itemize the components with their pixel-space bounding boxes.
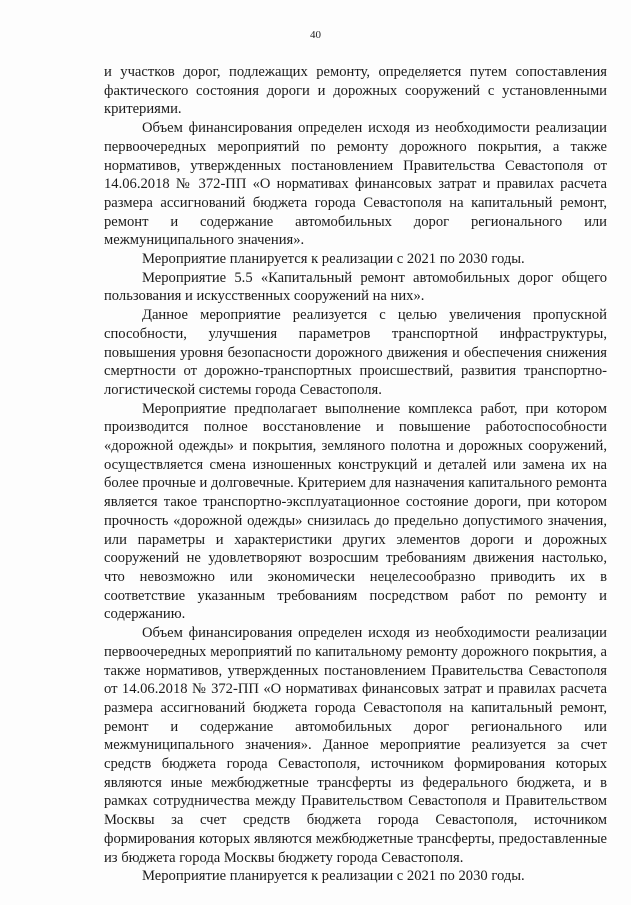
paragraph-6: Мероприятие предполагает выполнение комплекса работ, при котором производится полное восстановление и повышение работоспособности «дорожной одежды» и покрытия, земляного полотна и дорожных сооружений, осуществляется смена изношенных конструкций и деталей или замена их на более прочные и долговечные. Критерием для назначения капитального ремонта является такое транспортно-эксплуатационное состояние дороги, при котором прочность «дорожной одежды» снизилась до предельно допустимого значения, или параметры и характеристики других элементов дороги и дорожных сооружений не удовлетворяют возросшим требованиям движения настолько, что невозможно или экономически нецелесообразно приводить их в соответствие указанным требованиям посредством работ по ремонту и содержанию.	[104, 400, 607, 623]
paragraph-4: Мероприятие 5.5 «Капитальный ремонт автомобильных дорог общего пользования и искусственных сооружений на них».	[104, 269, 607, 305]
document-body	[104, 63, 607, 886]
paragraph-7: Объем финансирования определен исходя из необходимости реализации первоочередных мероприятий по капитальному ремонту дорожного покрытия, а также нормативов, утвержденных постановлением Правительства Севастополя от 14.06.2018 № 372-ПП «О нормативах финансовых затрат и правилах расчета размера ассигнований бюджета города Севастополя на капитальный ремонт, ремонт и содержание автомобильных дорог регионального или межмуниципального значения». Данное мероприятие реализуется за счет средств бюджета города Севастополя, источником формирования которых являются иные межбюджетные трансферты из федерального бюджета, и в рамках сотрудничества между Правительством Севастополя и Правительством Москвы за счет средств бюджета города Севастополя, источником формирования которых являются межбюджетные трансферты, предоставленные из бюджета города Москвы бюджету города Севастополя.	[104, 625, 607, 866]
paragraph-5: Данное мероприятие реализуется с целью увеличения пропускной способности, улучшения параметров транспортной инфраструктуры, повышения уровня безопасности дорожного движения и обеспечения снижения смертности от дорожно-транспортных происшествий, развития транспортно-логистической системы города Севастополя.	[104, 307, 607, 398]
paragraph-2: Объем финансирования определен исходя из необходимости реализации первоочередных мероприятий по ремонту дорожного покрытия, а также нормативов, утвержденных постановлением Правительства Севастополя от 14.06.2018 № 372-ПП «О нормативах финансовых затрат и правилах расчета размера ассигнований бюджета города Севастополя на капитальный ремонт, ремонт и содержание автомобильных дорог регионального или межмуниципального значения».	[104, 120, 607, 249]
paragraph-3: Мероприятие планируется к реализации с 2021 по 2030 годы.	[142, 251, 525, 268]
paragraph-8: Мероприятие планируется к реализации с 2021 по 2030 годы.	[142, 868, 525, 885]
page-number: 40	[310, 29, 321, 41]
paragraph-1: и участков дорог, подлежащих ремонту, определяется путем сопоставления фактического состояния дороги и дорожных сооружений с установленными критериями.	[104, 64, 607, 118]
